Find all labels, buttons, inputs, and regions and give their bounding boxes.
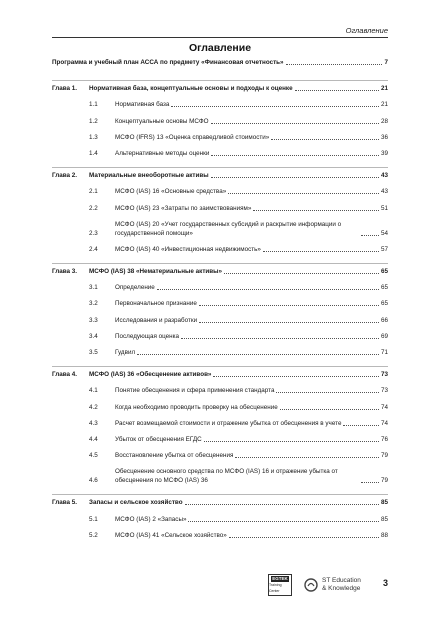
toc-page-number: 88 — [380, 531, 388, 539]
toc-title: Понятие обесценения и сфера применения стандарта — [115, 387, 275, 395]
toc-title: Определение — [115, 284, 155, 292]
st-logo-icon — [304, 578, 318, 592]
toc-title: Восстановление убытка от обесценения — [115, 452, 234, 460]
toc-page-number: 21 — [380, 101, 388, 109]
toc-number: 5.1 — [89, 515, 98, 523]
toc-title: Обесценение основного средства по МСФО (IAS) 16 и отражение убытка от обесценения по МСФО (IAS) 36 — [115, 468, 338, 485]
toc-intro-entry[interactable] — [52, 58, 388, 67]
toc-number: 3.4 — [89, 332, 98, 340]
toc-number: 2.4 — [89, 245, 98, 253]
toc-page-number: 21 — [380, 85, 388, 93]
toc-title: МСФО (IAS) 41 «Сельское хозяйство» — [115, 531, 227, 539]
toc-chapter-entry[interactable] — [52, 171, 388, 180]
toc-page-number: 71 — [380, 349, 388, 356]
toc-leader-dots — [211, 155, 379, 156]
toc-number: Глава 5. — [52, 499, 78, 507]
toc-number: 4.4 — [89, 436, 98, 443]
toc-title: Последующая оценка — [115, 332, 180, 340]
toc-leader-dots — [213, 376, 379, 377]
toc-leader-dots — [224, 273, 379, 274]
toc-title: МСФО (IAS) 16 «Основные средства» — [115, 188, 227, 196]
toc-title: Когда необходимо проводить проверку на обесценение — [115, 403, 278, 411]
toc-title: Концептуальные основы МСФО — [115, 117, 209, 125]
toc-section-entry[interactable] — [52, 386, 388, 395]
toc-title: Первоначальное признание — [115, 300, 197, 308]
toc-section-entry[interactable] — [52, 467, 388, 485]
toc-page-number: 73 — [380, 387, 388, 395]
toc-chapter-entry[interactable] — [52, 267, 388, 276]
chapter-divider — [52, 366, 388, 367]
toc-page-number: 65 — [380, 268, 388, 275]
page-title: Оглавление — [188, 42, 252, 54]
toc-title: Нормативная база — [115, 101, 170, 109]
toc-number: 5.2 — [89, 531, 98, 539]
toc-page-number: 69 — [380, 332, 388, 340]
st-education-logo — [304, 577, 361, 593]
toc-section-entry[interactable] — [52, 204, 388, 213]
toc-number: 4.3 — [89, 419, 98, 427]
toc-section-entry[interactable] — [52, 245, 388, 254]
toc-leader-dots — [171, 106, 379, 107]
toc-page-number: 36 — [380, 133, 388, 141]
toc-number: 2.2 — [89, 204, 98, 212]
toc-leader-dots — [295, 90, 379, 91]
toc-title: Гудвил — [115, 349, 136, 356]
toc-title: Материальные внеоборотные активы — [89, 172, 209, 180]
toc-leader-dots — [276, 392, 379, 393]
toc-number: 4.5 — [89, 452, 98, 460]
toc-title: Исследования и разработки — [115, 316, 198, 324]
toc-leader-dots — [199, 322, 379, 323]
toc-title: Нормативная база, концептуальные основы и подходы к оценке — [89, 85, 293, 93]
toc-title: Расчет возмещаемой стоимости и отражение убытка от обесценения в учете — [115, 419, 342, 427]
toc-title: МСФО (IAS) 38 «Нематериальные активы» — [89, 268, 223, 275]
toc-leader-dots — [280, 409, 379, 410]
toc-title: МСФО (IFRS) 13 «Оценка справедливой стоимости» — [115, 133, 270, 141]
toc-leader-dots — [181, 338, 379, 339]
toc-section-entry[interactable] — [52, 531, 388, 540]
toc-page-number: 43 — [380, 188, 388, 196]
toc-leader-dots — [199, 305, 379, 306]
toc-number: 3.1 — [89, 284, 98, 292]
toc-title: МСФО (IAS) 2 «Запасы» — [115, 515, 187, 523]
toc-number: Глава 3. — [52, 268, 78, 275]
toc-section-entry[interactable] — [52, 451, 388, 460]
toc-section-entry[interactable] — [52, 316, 388, 325]
toc-number: 2.3 — [89, 229, 98, 237]
toc-chapter-entry[interactable] — [52, 498, 388, 507]
toc-page-number: 85 — [380, 515, 388, 523]
toc-title: МСФО (IAS) 20 «Учет государственных субсидий и раскрытие информации о государственной помощи» — [115, 220, 342, 237]
chapter-divider — [52, 263, 388, 264]
toc-section-entry[interactable] — [52, 348, 388, 357]
toc-title: МСФО (IAS) 40 «Инвестиционная недвижимость» — [115, 245, 261, 253]
running-head: Оглавление — [345, 26, 388, 35]
toc-number: 3.3 — [89, 316, 98, 324]
toc-number: 2.1 — [89, 188, 98, 196]
st-logo-line1: ST Education — [322, 577, 361, 584]
toc-section-entry[interactable] — [52, 332, 388, 341]
toc-number: Глава 2. — [52, 172, 78, 180]
toc-page-number: 74 — [380, 403, 388, 411]
st-logo-line2: & Knowledge — [322, 585, 361, 592]
toc-number: 1.2 — [89, 117, 98, 125]
toc-chapter-entry[interactable] — [52, 84, 388, 93]
toc-page-number: 79 — [380, 477, 388, 485]
page-number: 3 — [382, 578, 388, 588]
toc-section-entry[interactable] — [52, 220, 388, 238]
toc-page-number: 43 — [380, 172, 388, 180]
chapter-divider — [52, 167, 388, 168]
toc-section-entry[interactable] — [52, 419, 388, 428]
toc-leader-dots — [157, 289, 379, 290]
egtek-logo: EGTEK Training Center — [268, 574, 292, 596]
toc-number: 1.1 — [89, 101, 98, 109]
toc-section-entry[interactable] — [52, 117, 388, 126]
toc-leader-dots — [188, 521, 379, 522]
toc-section-entry[interactable] — [52, 515, 388, 524]
toc-number: Глава 1. — [52, 85, 78, 93]
toc-number: 4.1 — [89, 387, 98, 395]
toc-leader-dots — [137, 354, 379, 355]
toc-page-number: 85 — [380, 499, 388, 507]
toc-number: 3.2 — [89, 300, 98, 308]
toc-leader-dots — [185, 504, 379, 505]
toc-page-number: 28 — [380, 117, 388, 125]
chapter-divider — [52, 494, 388, 495]
toc-number: 3.5 — [89, 349, 98, 356]
toc-leader-dots — [361, 235, 379, 236]
toc-leader-dots — [263, 251, 379, 252]
toc-leader-dots — [229, 537, 379, 538]
toc-leader-dots — [228, 193, 379, 194]
toc-page-number: 79 — [380, 452, 388, 460]
toc-page-number: 57 — [380, 245, 388, 253]
toc-leader-dots — [204, 441, 379, 442]
toc-page-number: 51 — [380, 204, 388, 212]
toc-page-number: 65 — [380, 284, 388, 292]
toc-page-number: 73 — [380, 371, 388, 379]
toc-page-number: 76 — [380, 436, 388, 443]
toc-section-entry[interactable] — [52, 100, 388, 109]
toc-number: 4.2 — [89, 403, 98, 411]
toc-section-entry[interactable] — [52, 299, 388, 308]
toc-leader-dots — [343, 425, 379, 426]
toc-page-number: 65 — [380, 300, 388, 308]
toc-title: МСФО (IAS) 23 «Затраты по заимствованиям» — [115, 204, 252, 212]
toc-number: Глава 4. — [52, 371, 78, 379]
toc-leader-dots — [286, 64, 383, 65]
toc-page-number: 74 — [380, 419, 388, 427]
toc-title: Убыток от обесценения ЕГДС — [115, 436, 202, 443]
toc-leader-dots — [235, 457, 379, 458]
toc-section-entry[interactable] — [52, 133, 388, 142]
toc-title: Запасы и сельское хозяйство — [89, 499, 183, 507]
toc-section-entry[interactable] — [52, 149, 388, 158]
toc-leader-dots — [253, 210, 379, 211]
toc-leader-dots — [361, 482, 379, 483]
toc-number: 4.6 — [89, 477, 98, 485]
toc-page-number: 66 — [380, 316, 388, 324]
toc-leader-dots — [211, 123, 379, 124]
toc-number: 1.3 — [89, 133, 98, 141]
toc-page-number: 54 — [380, 229, 388, 237]
toc-section-entry[interactable] — [52, 403, 388, 412]
toc-title: МСФО (IAS) 36 «Обесценение активов» — [89, 371, 212, 379]
header-rule — [52, 37, 388, 38]
toc-page-number: 39 — [380, 150, 388, 157]
toc-chapter-entry[interactable] — [52, 370, 388, 379]
toc-number: 1.4 — [89, 150, 98, 157]
footer-logos — [268, 574, 361, 596]
toc-title: Программа и учебный план АССА по предмету «Финансовая отчетность» — [52, 59, 284, 66]
toc-section-entry[interactable] — [52, 283, 388, 292]
toc-page-number: 7 — [384, 59, 388, 66]
toc-section-entry[interactable] — [52, 187, 388, 196]
toc-section-entry[interactable] — [52, 435, 388, 444]
toc-leader-dots — [211, 177, 379, 178]
toc-leader-dots — [271, 139, 379, 140]
chapter-divider — [52, 80, 388, 81]
toc-title: Альтернативные методы оценки — [115, 150, 210, 157]
